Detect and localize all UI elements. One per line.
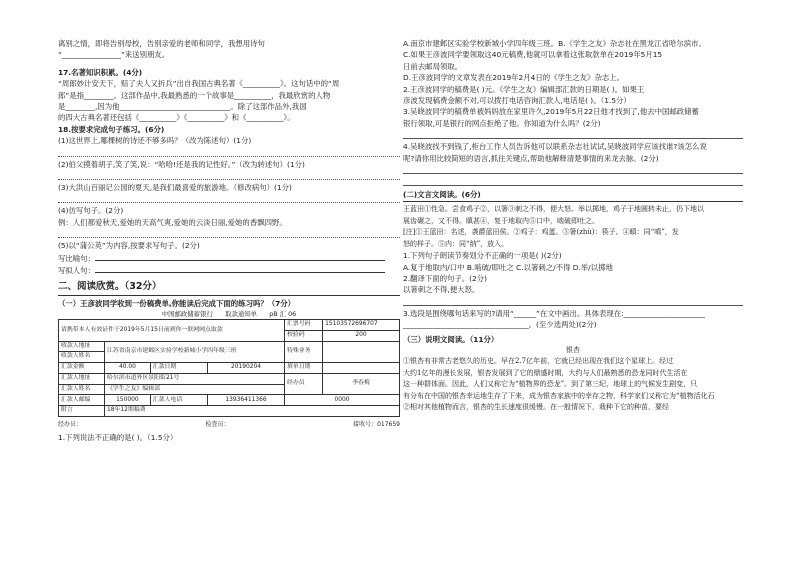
personification-label: 写拟人句：	[58, 264, 400, 276]
form-footer: 经办员： 检查员： 接收号：017659	[58, 421, 400, 429]
answer-line	[403, 296, 743, 306]
form-value: 20190204	[208, 363, 285, 374]
form-value: 江苏省南京市建邺区实验学校新城小学四年级三班	[105, 341, 285, 363]
reading-q2-line-2: 彦波发现稿费金额不对,可以拨打电话咨询汇款人,电话是( )。（1.5分）	[403, 96, 631, 106]
intro-line-2: “________________”来送别朋友。	[58, 50, 170, 60]
article-title: 银杏	[566, 345, 580, 354]
classical-q2-sentence: 以箸刺之不得,便大怒。	[403, 285, 480, 295]
article-p1-line-2: 大约1亿年的漫长发展，银杏发展到了它的鼎盛时期，大约与人们最熟悉的恐龙同时代生活在	[403, 368, 688, 377]
q18-item-1: (1)这世界上,哪棵树的诗还不够多吗？（改为陈述句）(1分)	[58, 136, 252, 146]
q18-item-4: (4)仿写句子。(2分)	[58, 206, 124, 216]
choice-a-b: A.南京市建邺区实验学校新城小学四年级三班。B.《学生之友》杂志社在黑龙江省哈尔滨市。	[403, 39, 706, 48]
form-label: 汇款日期	[150, 363, 207, 374]
answer-line	[403, 164, 743, 174]
classical-notes-1: [注]①王蓝田：名述，袭爵蓝田侯。②鸡子：鸡蛋。③箸(zhù)：筷子。④瞋：同“嗔”，发	[403, 228, 679, 237]
form-value: 哈尔滨市道外区景阳街21号	[105, 373, 285, 384]
classical-passage-1: 王蓝田①性急。尝食鸡子②，以箸③刺之不得，便大怒。举以掷地，鸡子于地圆转未止，仍下地以	[403, 205, 704, 214]
form-value	[323, 363, 400, 374]
q18-item-3: (3)大洪山百丽记公园的夏天,是我们最喜爱的旅游地。（修改病句）(1分)	[58, 183, 292, 193]
form-label: 校验码	[284, 330, 322, 341]
form-value: 李春梅	[323, 373, 400, 395]
answer-line	[58, 193, 400, 203]
form-label: 收款人地址	[59, 341, 105, 352]
q18-example: 例：人们都爱秋天,爱她的天高气爽,爱她的云淡日丽,爱她的香飘四野。	[58, 217, 287, 227]
right-column	[403, 38, 743, 413]
q18-item-2: (2)伯父摸着胡子,笑了笑,说：“哈哈!还是我的记性好。”（改为转述句）(1分)	[58, 159, 305, 169]
section-2-title: 二、阅读欣赏。（32分）	[58, 280, 162, 292]
form-title: 中国邮政储蓄银行 取款通知单 pB 汇 06	[161, 309, 297, 318]
form-value: 18年12期稿费	[105, 406, 400, 417]
form-label: 特殊业务	[284, 341, 322, 363]
q17-line-1: “周郎妙计安天下，赔了夫人又折兵”出自我国古典名著《__________》。这句话中的“周	[58, 79, 340, 89]
form-label: 经办员	[284, 373, 322, 395]
form-label: 汇款金额	[59, 363, 105, 374]
reading-q4-line-1: 4.吴晓波找不到钱了,柜台工作人员告诉他可以联系杂志社试试,吴晓波同学应该找谁?该怎么说	[403, 142, 707, 152]
form-value: 40.00	[105, 363, 151, 374]
form-label: 收款人姓名	[59, 352, 105, 363]
answer-line	[403, 129, 743, 139]
form-label: 汇款人邮编	[59, 395, 105, 406]
form-value	[323, 341, 400, 363]
form-instruction: 请携带本人有效证件于2019年5月15日前到你一联网网点取款	[59, 319, 285, 341]
form-label: 汇款人电话	[150, 395, 207, 406]
classical-q2: 2.翻译下面的句子。(2分)	[403, 273, 488, 283]
reading-part-1-title: （一）王彦波同学收到一份稿费单,你能读后完成下面的练习吗？（7分）	[58, 298, 296, 308]
section-divider	[403, 201, 743, 202]
left-column	[58, 38, 400, 444]
answer-line	[58, 147, 400, 157]
q17-line-4: 的四大古典名著还包括《__________》《__________》和《__________》。	[58, 113, 295, 123]
form-value: 13936411366	[208, 395, 285, 406]
form-value: 《学生之友》编辑部	[105, 384, 285, 395]
reading-q3-line-1: 3.吴晓波同学的稿费单被妈妈放在家里许久,2019年5月22日他才找到了,他去中国邮政储蓄	[403, 107, 699, 117]
expository-title: （三）说明文阅读。（11分）	[403, 334, 499, 344]
q18-item-5: (5)以“蒲公英”为内容,按要求写句子。(2分)	[58, 241, 200, 251]
form-label: 汇款人姓名	[59, 384, 105, 395]
form-value: 200	[323, 330, 400, 341]
reading-q4-line-2: 呢?请你用比较简短的语言,抓住关键点,帮助他解释清楚事情的来龙去脉。(2分)	[403, 153, 659, 163]
intro-line-1: 离别之情，即将告别母校，告别亲爱的老师和同学，我想用诗句	[58, 39, 265, 48]
article-p1-line-1: ①银杏有非常古老悠久的历史。早在2.7亿年前，它就已经出现在我们这个星球上。经过	[403, 357, 674, 366]
form-value: 0000	[284, 395, 399, 406]
choice-c: C.如果王彦波同学要领取这40元稿费,他就可以拿着这张取款单在2019年5月15	[403, 50, 663, 60]
q17-line-2: 郎”是指________。这部作品中,我最熟悉的一个故事是__________，我最欣赏的人物	[58, 90, 331, 100]
choice-d: D.王彦波同学的文章发表在2019年2月4日的《学生之友》杂志上。	[403, 73, 625, 83]
form-label: 附言	[59, 406, 105, 417]
q18-title: 18.按要求完成句子练习。(6分)	[58, 124, 165, 134]
classical-q3: 3.选段是围绕哪句话来写的?请用“______”在文中画出。具体表现在:______________________	[403, 308, 705, 318]
article-p1-line-3: 这一种群体面。因此，人们又称它为“植物界的恐龙”。到了第三纪，地球上的气候发生剧变，只	[403, 380, 698, 389]
answer-line	[58, 228, 400, 238]
classical-q1-options: A.复于地取内/口中 B.啮破/即吐之 C.以箸刺之/不得 D.举/以掷地	[403, 262, 613, 272]
form-label: 汇票号码	[284, 319, 322, 330]
q17-line-3: 是________,因为他______________________________。除了这部作品外,我国	[58, 102, 307, 112]
simile-label: 写比喻句：	[58, 252, 400, 264]
article-p1-line-4: 有分布在中国的银杏幸运地生存了下来，成为银杏家族中的幸存之物，科学家们又称它为“植物活化石	[403, 391, 715, 400]
classical-passage-2: 展齿碾之，又不得。瞋甚④，复于地取内⑤口中，啮破即吐之。	[403, 216, 599, 225]
classical-q1: 1.下列句子朗读节奏划分不正确的一项是( )(2分)	[403, 251, 562, 261]
classical-q3-end: __________________________________。(至少选两处)(2分)	[403, 320, 597, 330]
classical-title: (二)文言文阅读。(6分)	[403, 190, 481, 200]
answer-line	[58, 170, 400, 180]
reading-q2-line-1: 2.王彦波同学的稿费是( )元。《学生之友》编辑部汇款的日期是( )。如果王	[403, 84, 645, 94]
form-value: 15103572696707	[323, 319, 400, 330]
answer-line	[403, 176, 743, 186]
reading-q1: 1.下列说法不正确的是( )。（1.5分）	[58, 433, 178, 443]
reading-q3-line-2: 银行领取,可是银行的网点拒绝了他。你知道为什么吗？(2分)	[403, 118, 601, 128]
form-label: 填单日期	[284, 363, 322, 374]
classical-notes-2: 怒的样子。⑤内：同“纳”，放入。	[403, 239, 509, 248]
form-label: 汇款人地址	[59, 373, 105, 384]
choice-c-cont: 日前去邮局领取。	[403, 61, 463, 71]
section-divider	[58, 295, 400, 296]
remittance-form	[58, 319, 400, 417]
form-value: 150000	[105, 395, 151, 406]
q17-title: 17.名著知识积累。(4分)	[58, 67, 143, 77]
article-p2-line-1: ②相对其他植物而言，银杏的生长速度很缓慢。在一般情况下，栽种下它的种苗，要经	[403, 402, 669, 411]
